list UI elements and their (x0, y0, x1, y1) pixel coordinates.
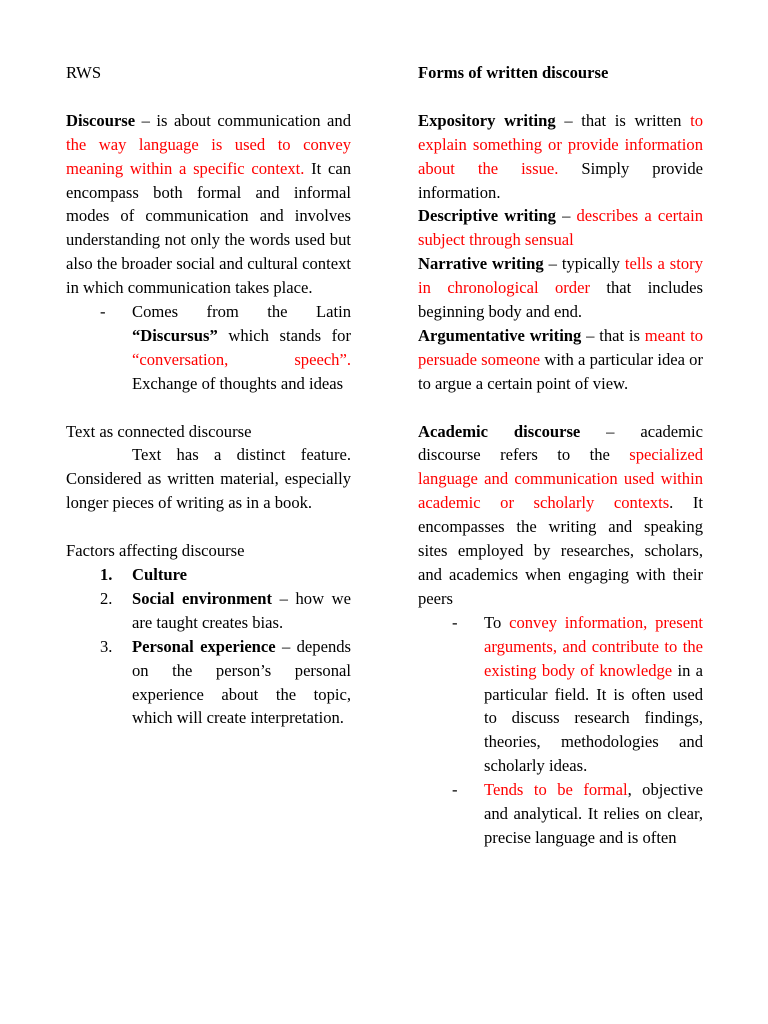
term-academic: Academic discourse (418, 421, 581, 441)
factor-desc: – depends on the person’s personal experience about the topic, which will create interpretation. (132, 636, 351, 728)
definition-text: – that is (581, 325, 645, 345)
section-title: Forms of written discourse (418, 63, 609, 82)
bullet-text (484, 611, 703, 778)
bullet-text (132, 300, 351, 396)
text-body: Text has a distinct feature. Considered as written material, especially longer pieces of writing as in a book. (66, 445, 351, 513)
left-column (66, 61, 351, 730)
text-heading: Text as connected discourse (66, 421, 252, 441)
dash-bullet: - (100, 302, 106, 322)
term-expository: Expository writing (418, 110, 556, 130)
header-forms (418, 61, 703, 85)
argumentative-definition (418, 324, 703, 396)
list-number: 2. (100, 588, 113, 608)
expository-definition (418, 109, 703, 205)
list-item-discursus (100, 300, 351, 396)
narrative-definition (418, 252, 703, 324)
definition-text: that includes beginning body and end. (418, 278, 703, 322)
definition-text: – typically (543, 254, 625, 274)
definition-text: – that is written (555, 110, 691, 130)
descriptive-definition (418, 204, 703, 252)
factor-text (132, 587, 351, 635)
factor-text (132, 635, 351, 731)
highlight-text: tells a story in chronological order (418, 254, 703, 298)
list-item-factor (100, 635, 351, 731)
bullet-text-part: Exchange of thoughts and ideas (132, 373, 344, 393)
bullet-text (484, 778, 703, 850)
definition-text: with a particular idea or to argue a certain point of view. (418, 349, 704, 393)
bullet-text-part: To (484, 612, 510, 632)
factor-text (132, 563, 351, 587)
right-column (418, 61, 703, 850)
bullet-text-part: , objective and analytical. It relies on clear, precise language and is often (484, 780, 704, 847)
factors-heading: Factors affecting discourse (66, 541, 245, 561)
list-item-factor (100, 587, 352, 635)
list-item-factor (100, 563, 351, 587)
term-narrative: Narrative writing (418, 254, 544, 274)
definition-text: – (555, 206, 577, 226)
term-discourse: Discourse (66, 110, 136, 130)
highlight-text: meant to persuade someone (418, 325, 703, 369)
dash-bullet: - (452, 780, 458, 800)
highlight-text: Tends to be formal (484, 780, 628, 800)
highlight-text: “conversation, speech”. (132, 349, 351, 369)
list-number: 1. (100, 564, 113, 584)
bullet-text-part: which stands for (217, 325, 351, 345)
list-number: 3. (100, 636, 113, 656)
factor-term: Culture (132, 564, 188, 584)
factor-term: Social environment (132, 588, 273, 608)
definition-text: . It encompasses the writing and speaking sites employed by researches, scholars, and academics when engaging with their peers (418, 493, 703, 608)
highlight-text: to explain something or provide information about the issue. (418, 110, 703, 178)
list-item-academic (452, 611, 704, 778)
academic-definition (418, 420, 703, 611)
term-argumentative: Argumentative writing (418, 325, 582, 345)
header-rws: RWS (66, 63, 102, 82)
definition-text: – academic discourse refers to the (418, 421, 703, 465)
highlight-text: convey information, present arguments, and contribute to the existing body of knowledge (484, 612, 703, 680)
discourse-definition (66, 109, 351, 300)
highlight-text: the way language is used to convey meaning within a specific context. (66, 134, 351, 178)
definition-text: Simply provide information. (418, 158, 703, 202)
dash-bullet: - (452, 612, 458, 632)
list-item-academic (452, 778, 704, 850)
definition-text: It can encompass both formal and informal modes of communication and involves understanding not only the words used but also the broader social and cultural context in which communication takes place. (66, 158, 351, 298)
definition-text: – is about communication and (135, 110, 351, 130)
term-descriptive: Descriptive writing (418, 206, 556, 226)
highlight-text: specialized language and communication used within academic or scholarly contexts (418, 445, 703, 513)
bullet-text-part: in a particular field. It is often used to discuss research findings, theories, methodologies and scholarly ideas. (484, 660, 704, 776)
bullet-text-part: Comes from the Latin (132, 302, 351, 322)
factor-desc: – how we are taught creates bias. (132, 588, 352, 632)
factor-term: Personal experience (132, 636, 276, 656)
term-discursus: “Discursus” (132, 325, 218, 345)
highlight-text: describes a certain subject through sensual (418, 206, 704, 250)
